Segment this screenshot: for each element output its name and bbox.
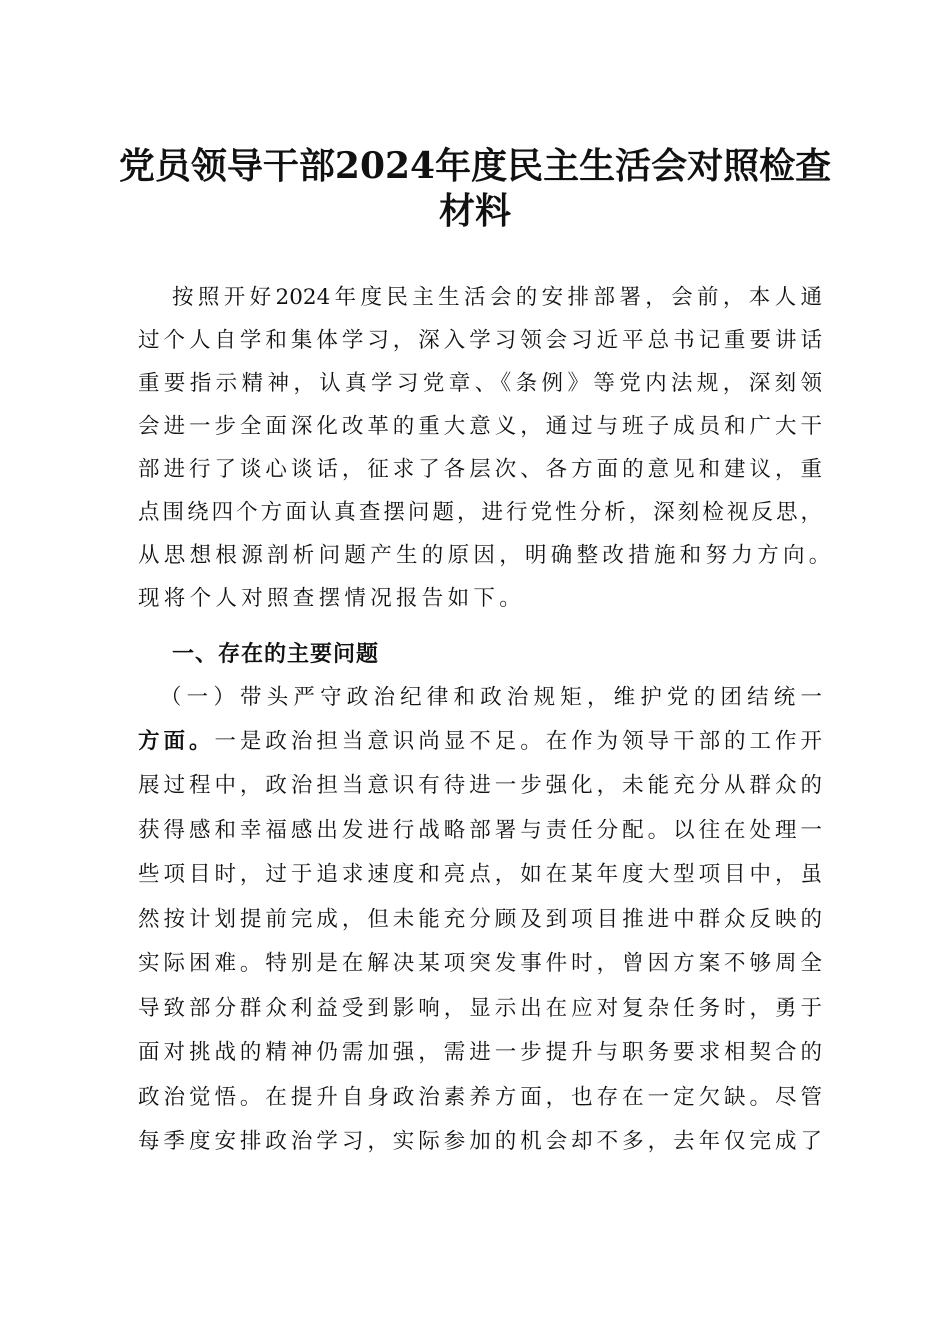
paragraph-line: 现将个人对照查摆情况报告如下。 — [138, 586, 526, 611]
paragraph-line: 重要指示精神，认真学习党章、《条例》等党内法规，深刻领 — [138, 371, 822, 396]
paragraph-line: 部进行了谈心谈话，征求了各层次、各方面的意见和建议，重 — [138, 457, 822, 482]
paragraph-line — [138, 727, 822, 757]
paragraph-line: 点围绕四个方面认真查摆问题，进行党性分析，深刻检视反思， — [138, 500, 822, 525]
paragraph-line: 按照开好2024年度民主生活会的安排部署，会前，本人通 — [172, 285, 822, 310]
document-title-line1: 党员领导干部2024年度民主生活会对照检查 — [118, 145, 832, 187]
subheading-tail: 方面。 — [138, 729, 215, 754]
paragraph-line: 实际困难。特别是在解决某项突发事件时，曾因方案不够周全 — [138, 951, 822, 976]
paragraph-line: 会进一步全面深化改革的重大意义，通过与班子成员和广大干 — [138, 414, 822, 439]
paragraph-line: 过个人自学和集体学习，深入学习领会习近平总书记重要讲话 — [138, 328, 822, 353]
section-heading: 一、存在的主要问题 — [172, 642, 380, 667]
paragraph-line: 获得感和幸福感出发进行战略部署与责任分配。以往在处理一 — [138, 818, 822, 843]
paragraph-line: 然按计划提前完成，但未能充分顾及到项目推进中群众反映的 — [138, 907, 822, 932]
paragraph-line: 政治觉悟。在提升自身政治素养方面，也存在一定欠缺。尽管 — [138, 1085, 822, 1110]
subheading-line: （一）带头严守政治纪律和政治规矩，维护党的团结统一 — [160, 685, 822, 710]
paragraph-line: 展过程中，政治担当意识有待进一步强化，未能充分从群众的 — [138, 773, 822, 798]
paragraph-line: 从思想根源剖析问题产生的原因，明确整改措施和努力方向。 — [138, 543, 835, 568]
paragraph-line: 些项目时，过于追求速度和亮点，如在某年度大型项目中，虽 — [138, 862, 822, 887]
document-title-line2: 材料 — [438, 190, 511, 232]
paragraph-line: 每季度安排政治学习，实际参加的机会却不多，去年仅完成了 — [138, 1129, 822, 1154]
paragraph-line: 面对挑战的精神仍需加强，需进一步提升与职务要求相契合的 — [138, 1040, 822, 1065]
paragraph-line: 导致部分群众利益受到影响，显示出在应对复杂任务时，勇于 — [138, 996, 822, 1021]
paragraph-text: 一是政治担当意识尚显不足。在作为领导干部的工作开 — [214, 729, 822, 754]
